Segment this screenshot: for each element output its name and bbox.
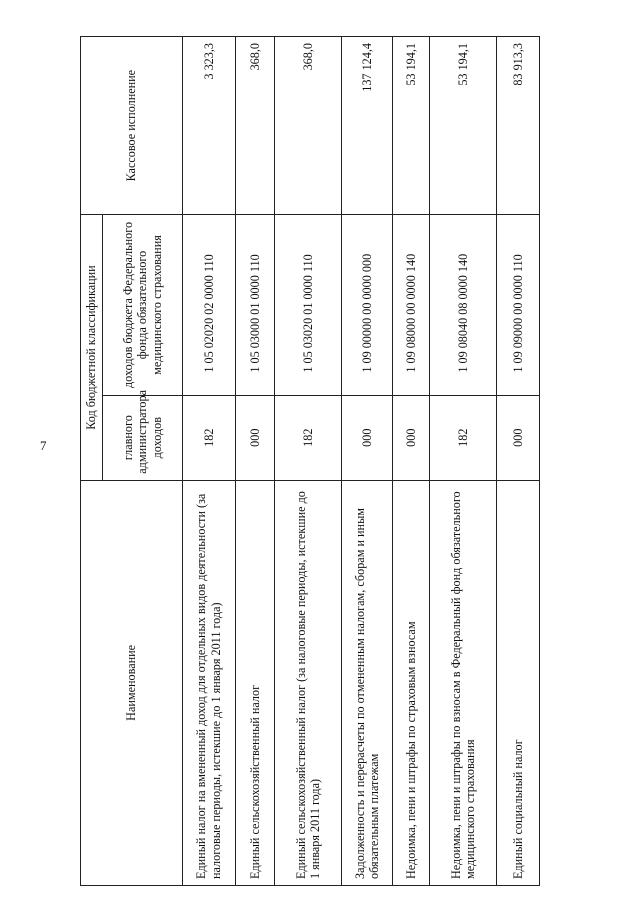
- row-name: Единый налог на вмененный доход для отдельных видов деятельности (за налоговые периоды, истекшие до 1 января 2011 года): [183, 480, 236, 885]
- row-budget-code: 1 05 03020 01 0000 110: [275, 215, 342, 395]
- row-amount: 53 194,1: [430, 37, 497, 215]
- header-bcc-group: Код бюджетной классификации: [81, 215, 103, 480]
- row-amount: 368,0: [275, 37, 342, 215]
- table-row: [497, 37, 540, 886]
- row-budget-code: 1 09 00000 00 0000 000: [342, 215, 393, 395]
- row-admin-code: 000: [497, 395, 540, 480]
- table-row: [392, 37, 430, 886]
- row-amount: 368,0: [235, 37, 275, 215]
- header-name: Наименование: [81, 480, 183, 885]
- row-admin-code: 182: [275, 395, 342, 480]
- row-name: Единый сельскохозяйственный налог (за налоговые периоды, истекшие до 1 января 2011 года): [275, 480, 342, 885]
- budget-table-page: [80, 36, 540, 886]
- row-amount: 137 124,4: [342, 37, 393, 215]
- row-budget-code: 1 05 03000 01 0000 110: [235, 215, 275, 395]
- row-name: Недоимка, пени и штрафы по взносам в Федеральный фонд обязательного медицинского страхования: [430, 480, 497, 885]
- header-code: доходов бюджета Федерального фонда обязательного медицинского страхования: [103, 215, 183, 395]
- row-budget-code: 1 09 08000 00 0000 140: [392, 215, 430, 395]
- header-admin: главного администратора доходов: [103, 395, 183, 480]
- row-name: Недоимка, пени и штрафы по страховым взносам: [392, 480, 430, 885]
- table-row: [430, 37, 497, 886]
- budget-revenue-table: [80, 36, 540, 886]
- row-budget-code: 1 09 09000 00 0000 110: [497, 215, 540, 395]
- row-name: Задолженность и перерасчеты по отмененным налогам, сборам и иным обязательным платежам: [342, 480, 393, 885]
- row-admin-code: 000: [342, 395, 393, 480]
- row-admin-code: 000: [392, 395, 430, 480]
- table-row: [275, 37, 342, 886]
- row-amount: 53 194,1: [392, 37, 430, 215]
- row-amount: 3 323,3: [183, 37, 236, 215]
- table-row: [235, 37, 275, 886]
- row-amount: 83 913,3: [497, 37, 540, 215]
- row-admin-code: 182: [183, 395, 236, 480]
- row-name: Единый социальный налог: [497, 480, 540, 885]
- table-row: [342, 37, 393, 886]
- row-admin-code: 000: [235, 395, 275, 480]
- table-row: [183, 37, 236, 886]
- header-amount: Кассовое исполнение: [81, 37, 183, 215]
- row-budget-code: 1 09 08040 08 0000 140: [430, 215, 497, 395]
- row-admin-code: 182: [430, 395, 497, 480]
- row-name: Единый сельскохозяйственный налог: [235, 480, 275, 885]
- page-number: 7: [40, 438, 47, 453]
- row-budget-code: 1 05 02020 02 0000 110: [183, 215, 236, 395]
